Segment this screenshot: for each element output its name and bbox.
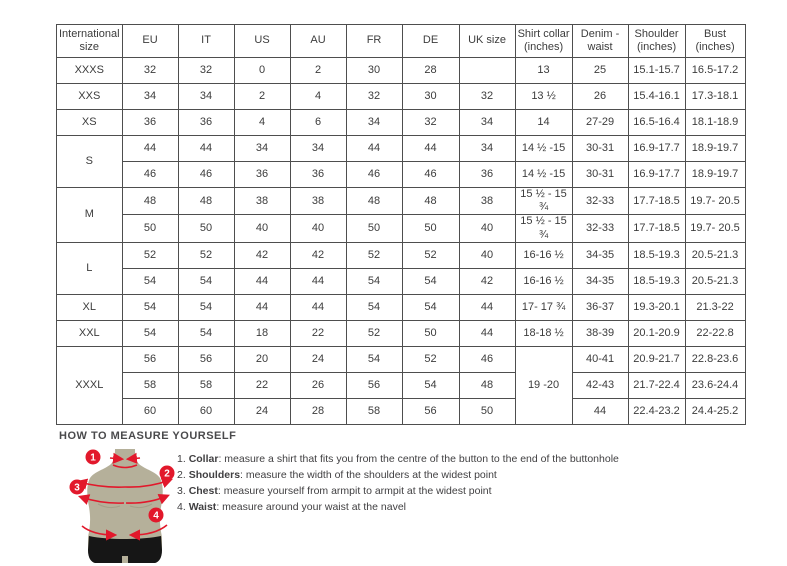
step-number: 2.: [177, 469, 189, 481]
step-term: Collar: [188, 453, 219, 465]
table-cell: 40-41: [572, 346, 628, 372]
step-item: [177, 499, 619, 515]
table-cell: 20.1-20.9: [628, 320, 685, 346]
table-cell: 20: [234, 346, 290, 372]
table-cell: XXXL: [57, 346, 123, 424]
column-header: US: [234, 25, 290, 58]
measure-title: HOW TO MEASURE YOURSELF: [59, 430, 237, 442]
column-header: Shirt collar (inches): [515, 25, 572, 58]
table-cell: 54: [346, 294, 402, 320]
table-row: [57, 320, 746, 346]
table-cell: 44: [122, 136, 178, 162]
table-row: [57, 58, 746, 84]
table-cell: 18.5-19.3: [628, 268, 685, 294]
table-cell: 50: [122, 215, 178, 242]
table-cell: L: [57, 242, 123, 294]
header-row: [57, 25, 746, 58]
table-cell: 15 ½ - 15 ¾: [515, 188, 572, 215]
table-cell: 0: [234, 58, 290, 84]
table-cell: 22-22.8: [685, 320, 745, 346]
step-number: 4.: [177, 501, 189, 513]
badge-4: [149, 508, 164, 523]
table-cell: 44: [459, 320, 515, 346]
table-cell: 15.1-15.7: [628, 58, 685, 84]
table-cell: 36: [290, 162, 346, 188]
table-cell: 26: [572, 84, 628, 110]
badge-1: [86, 450, 101, 465]
table-cell: 38: [290, 188, 346, 215]
svg-text:1: 1: [90, 452, 96, 464]
table-cell: 50: [402, 215, 459, 242]
table-cell: 44: [234, 268, 290, 294]
table-cell: XXS: [57, 84, 123, 110]
table-cell: 34: [178, 84, 234, 110]
table-cell: 19.7- 20.5: [685, 188, 745, 215]
table-cell: 48: [459, 372, 515, 398]
measure-steps: [177, 447, 619, 515]
step-text: : measure around your waist at the navel: [216, 501, 406, 513]
column-header: International size: [57, 25, 123, 58]
step-item: [177, 467, 619, 483]
table-cell: 58: [122, 372, 178, 398]
badge-3: [70, 480, 85, 495]
table-cell: 36: [178, 110, 234, 136]
column-header: UK size: [459, 25, 515, 58]
table-cell: 52: [402, 242, 459, 268]
table-cell: 32-33: [572, 215, 628, 242]
step-item: [177, 451, 619, 467]
table-row: [57, 398, 746, 424]
table-cell: 54: [402, 268, 459, 294]
table-cell: 34-35: [572, 268, 628, 294]
table-cell: 52: [122, 242, 178, 268]
table-cell: 56: [122, 346, 178, 372]
table-cell: 19 -20: [515, 346, 572, 424]
table-cell: 22.8-23.6: [685, 346, 745, 372]
table-cell: 54: [178, 320, 234, 346]
table-cell: 52: [178, 242, 234, 268]
table-cell: 19.3-20.1: [628, 294, 685, 320]
table-cell: 30-31: [572, 162, 628, 188]
table-cell: 40: [459, 215, 515, 242]
table-cell: 21.3-22: [685, 294, 745, 320]
svg-text:3: 3: [74, 482, 80, 494]
table-cell: 13 ½: [515, 84, 572, 110]
torso-measurement-illustration: [68, 447, 176, 566]
step-term: Waist: [188, 501, 217, 513]
table-cell: 28: [402, 58, 459, 84]
table-cell: 54: [122, 320, 178, 346]
table-cell: 44: [459, 294, 515, 320]
column-header: Shoulder (inches): [628, 25, 685, 58]
step-term: Chest: [188, 485, 218, 497]
size-chart-header: [57, 25, 746, 58]
table-cell: 52: [346, 242, 402, 268]
step-number: 1.: [177, 453, 189, 465]
table-cell: 60: [122, 398, 178, 424]
table-cell: 46: [122, 162, 178, 188]
table-cell: 56: [402, 398, 459, 424]
table-cell: 34: [234, 136, 290, 162]
table-cell: 20.9-21.7: [628, 346, 685, 372]
table-cell: 54: [178, 294, 234, 320]
table-cell: 36: [459, 162, 515, 188]
table-cell: 44: [178, 136, 234, 162]
table-cell: 54: [346, 268, 402, 294]
table-cell: 4: [290, 84, 346, 110]
table-cell: 50: [178, 215, 234, 242]
table-cell: 42-43: [572, 372, 628, 398]
table-row: [57, 372, 746, 398]
table-cell: 27-29: [572, 110, 628, 136]
table-cell: 2: [290, 58, 346, 84]
table-cell: 46: [346, 162, 402, 188]
table-cell: 52: [346, 320, 402, 346]
table-cell: 50: [402, 320, 459, 346]
table-cell: 48: [178, 188, 234, 215]
table-cell: 48: [346, 188, 402, 215]
table-row: [57, 162, 746, 188]
table-cell: 50: [459, 398, 515, 424]
table-cell: 60: [178, 398, 234, 424]
table-cell: 42: [459, 268, 515, 294]
table-cell: 18.9-19.7: [685, 136, 745, 162]
table-cell: 44: [346, 136, 402, 162]
table-cell: 58: [346, 398, 402, 424]
column-header: IT: [178, 25, 234, 58]
table-cell: 40: [290, 215, 346, 242]
table-cell: 18.1-18.9: [685, 110, 745, 136]
table-cell: 56: [178, 346, 234, 372]
table-cell: 46: [178, 162, 234, 188]
table-cell: 46: [459, 346, 515, 372]
table-cell: 52: [402, 346, 459, 372]
badge-2: [160, 466, 175, 481]
size-chart-body: [57, 58, 746, 425]
table-cell: 13: [515, 58, 572, 84]
table-cell: 14 ½ -15: [515, 162, 572, 188]
table-cell: 17.7-18.5: [628, 188, 685, 215]
table-cell: 30-31: [572, 136, 628, 162]
table-cell: 40: [459, 242, 515, 268]
table-cell: 32: [122, 58, 178, 84]
table-cell: 44: [234, 294, 290, 320]
step-text: : measure yourself from armpit to armpit at the widest point: [217, 485, 492, 497]
table-cell: 17.3-18.1: [685, 84, 745, 110]
table-cell: XS: [57, 110, 123, 136]
table-cell: XXXS: [57, 58, 123, 84]
table-cell: 34: [122, 84, 178, 110]
table-cell: 40: [234, 215, 290, 242]
svg-text:2: 2: [164, 468, 170, 480]
table-cell: 15.4-16.1: [628, 84, 685, 110]
table-cell: 16.9-17.7: [628, 136, 685, 162]
column-header: Bust (inches): [685, 25, 745, 58]
table-row: [57, 346, 746, 372]
step-term: Shoulders: [188, 469, 241, 481]
table-cell: 28: [290, 398, 346, 424]
table-cell: 46: [402, 162, 459, 188]
table-cell: 26: [290, 372, 346, 398]
step-number: 3.: [177, 485, 189, 497]
table-cell: 44: [402, 136, 459, 162]
table-cell: 38: [234, 188, 290, 215]
table-cell: 4: [234, 110, 290, 136]
table-cell: 54: [402, 294, 459, 320]
table-cell: 14: [515, 110, 572, 136]
table-cell: 16.5-17.2: [685, 58, 745, 84]
table-cell: 24: [290, 346, 346, 372]
table-cell: 25: [572, 58, 628, 84]
size-chart-table: [56, 24, 746, 425]
column-header: FR: [346, 25, 402, 58]
table-cell: 36: [122, 110, 178, 136]
table-row: [57, 188, 746, 215]
table-cell: 18-18 ½: [515, 320, 572, 346]
table-cell: 44: [290, 294, 346, 320]
table-row: [57, 294, 746, 320]
table-cell: 34: [459, 136, 515, 162]
table-cell: 30: [402, 84, 459, 110]
table-cell: 16-16 ½: [515, 242, 572, 268]
table-cell: 34: [459, 110, 515, 136]
table-cell: 54: [402, 372, 459, 398]
table-cell: 44: [290, 268, 346, 294]
table-cell: 42: [234, 242, 290, 268]
table-cell: 21.7-22.4: [628, 372, 685, 398]
table-cell: 44: [572, 398, 628, 424]
table-cell: 54: [178, 268, 234, 294]
table-cell: 14 ½ -15: [515, 136, 572, 162]
table-cell: 56: [346, 372, 402, 398]
svg-text:4: 4: [153, 510, 159, 522]
table-cell: 36-37: [572, 294, 628, 320]
table-cell: 24.4-25.2: [685, 398, 745, 424]
table-cell: 34: [290, 136, 346, 162]
table-cell: 34-35: [572, 242, 628, 268]
table-cell: 54: [122, 294, 178, 320]
table-cell: 30: [346, 58, 402, 84]
table-cell: 23.6-24.4: [685, 372, 745, 398]
table-cell: 18.5-19.3: [628, 242, 685, 268]
table-cell: 16.9-17.7: [628, 162, 685, 188]
table-row: [57, 215, 746, 242]
table-cell: [459, 58, 515, 84]
table-cell: 32: [178, 58, 234, 84]
table-cell: 22.4-23.2: [628, 398, 685, 424]
step-text: : measure a shirt that fits you from the centre of the button to the end of the buttonhole: [218, 453, 619, 465]
table-cell: 32-33: [572, 188, 628, 215]
step-item: [177, 483, 619, 499]
table-cell: 36: [234, 162, 290, 188]
table-cell: 48: [402, 188, 459, 215]
table-cell: 32: [402, 110, 459, 136]
table-cell: 38: [459, 188, 515, 215]
table-row: [57, 268, 746, 294]
step-text: : measure the width of the shoulders at the widest point: [240, 469, 497, 481]
table-cell: 54: [122, 268, 178, 294]
table-cell: 17- 17 ¾: [515, 294, 572, 320]
table-cell: S: [57, 136, 123, 188]
table-cell: 18.9-19.7: [685, 162, 745, 188]
table-cell: 38-39: [572, 320, 628, 346]
table-row: [57, 110, 746, 136]
table-cell: XL: [57, 294, 123, 320]
table-cell: 58: [178, 372, 234, 398]
table-cell: 2: [234, 84, 290, 110]
table-cell: 48: [122, 188, 178, 215]
table-cell: 18: [234, 320, 290, 346]
table-cell: XXL: [57, 320, 123, 346]
table-cell: 20.5-21.3: [685, 268, 745, 294]
table-row: [57, 136, 746, 162]
table-cell: 19.7- 20.5: [685, 215, 745, 242]
table-cell: 15 ½ - 15 ¾: [515, 215, 572, 242]
table-cell: 54: [346, 346, 402, 372]
table-cell: 24: [234, 398, 290, 424]
table-cell: 42: [290, 242, 346, 268]
column-header: Denim - waist: [572, 25, 628, 58]
column-header: DE: [402, 25, 459, 58]
table-cell: 50: [346, 215, 402, 242]
table-cell: 16.5-16.4: [628, 110, 685, 136]
table-cell: 22: [234, 372, 290, 398]
table-cell: 32: [346, 84, 402, 110]
table-cell: 34: [346, 110, 402, 136]
table-row: [57, 242, 746, 268]
table-cell: 16-16 ½: [515, 268, 572, 294]
table-cell: 32: [459, 84, 515, 110]
table-row: [57, 84, 746, 110]
table-cell: 22: [290, 320, 346, 346]
column-header: AU: [290, 25, 346, 58]
table-cell: M: [57, 188, 123, 243]
table-cell: 6: [290, 110, 346, 136]
table-cell: 17.7-18.5: [628, 215, 685, 242]
column-header: EU: [122, 25, 178, 58]
how-to-measure-section: [59, 430, 769, 566]
table-cell: 20.5-21.3: [685, 242, 745, 268]
